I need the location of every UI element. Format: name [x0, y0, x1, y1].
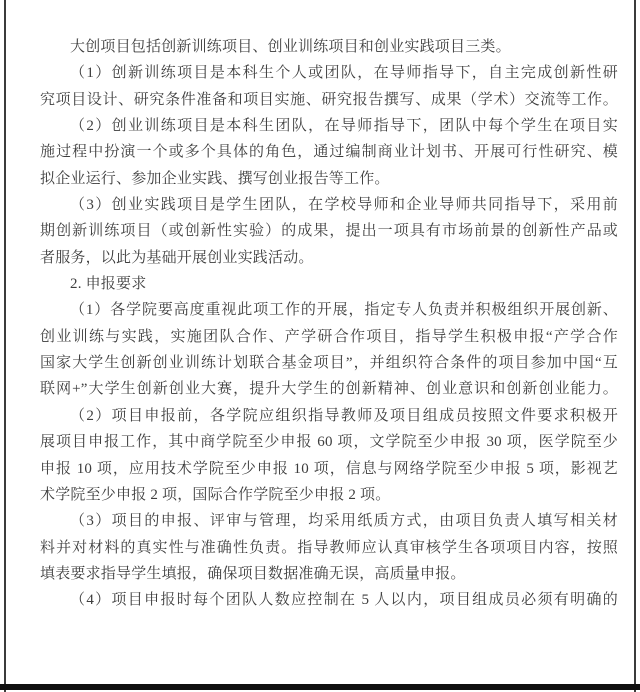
text-line: 施过程中扮演一个或多个具体的角色，通过编制商业计划书、开展可行性研究、模 — [40, 144, 618, 161]
text-line: 联网+”大学生创新创业大赛，提升大学生的创新精神、创业意识和创新创业能力。 — [40, 381, 618, 398]
text-line: （1）创新训练项目是本科生个人或团队，在导师指导下，自主完成创新性研 — [70, 65, 618, 82]
page-right-border — [634, 0, 636, 692]
text-line: 填表要求指导学生填报，确保项目数据准确无误，高质量申报。 — [40, 565, 466, 582]
page-left-border — [4, 0, 6, 692]
text-line: 申报 10 项，应用技术学院至少申报 10 项，信息与网络学院至少申报 5 项，影视艺 — [40, 460, 618, 477]
text-line: （2）项目申报前，各学院应组织指导教师及项目组成员按照文件要求积极开 — [70, 407, 618, 424]
text-line: 究项目设计、研究条件准备和项目实施、研究报告撰写、成果（学术）交流等工作。 — [40, 91, 618, 108]
text-line: 大创项目包括创新训练项目、创业训练项目和创业实践项目三类。 — [70, 39, 511, 55]
text-line: 料并对材料的真实性与准确性负责。指导教师应认真审核学生各项项目内容，按照 — [40, 539, 618, 556]
text-line: 期创新训练项目（或创新性实验）的成果，提出一项具有市场前景的创新性产品或 — [40, 223, 618, 240]
text-line: 2. 申报要求 — [70, 276, 147, 293]
text-line: （4）项目申报时每个团队人数应控制在 5 人以内，项目组成员必须有明确的 — [70, 592, 618, 609]
text-line: （2）创业训练项目是本科生团队，在导师指导下，团队中每个学生在项目实 — [70, 118, 618, 135]
text-line: （3）创业实践项目是学生团队，在学校导师和企业导师共同指导下，采用前 — [70, 197, 618, 214]
text-line: 拟企业运行、参加企业实践、撰写创业报告等工作。 — [40, 170, 390, 187]
text-line: 展项目申报工作，其中商学院至少申报 60 项，文学院至少申报 30 项，医学院至少 — [40, 434, 618, 451]
document-body — [40, 34, 618, 614]
page-bottom-bar — [0, 684, 640, 690]
text-line: 创业训练与实践，实施团队合作、产学研合作项目，指导学生积极申报“产学合作 — [40, 328, 618, 345]
text-line: （1）各学院要高度重视此项工作的开展，指定专人负责并积极组织开展创新、 — [70, 302, 618, 319]
text-line: 者服务，以此为基础开展创业实践活动。 — [40, 249, 314, 266]
text-line: 术学院至少申报 2 项，国际合作学院至少申报 2 项。 — [40, 486, 391, 503]
text-line: 国家大学生创新创业训练计划联合基金项目”，并组织符合条件的项目参加中国“互 — [40, 355, 618, 372]
text-line: （3）项目的申报、评审与管理，均采用纸质方式，由项目负责人填写相关材 — [70, 513, 618, 530]
